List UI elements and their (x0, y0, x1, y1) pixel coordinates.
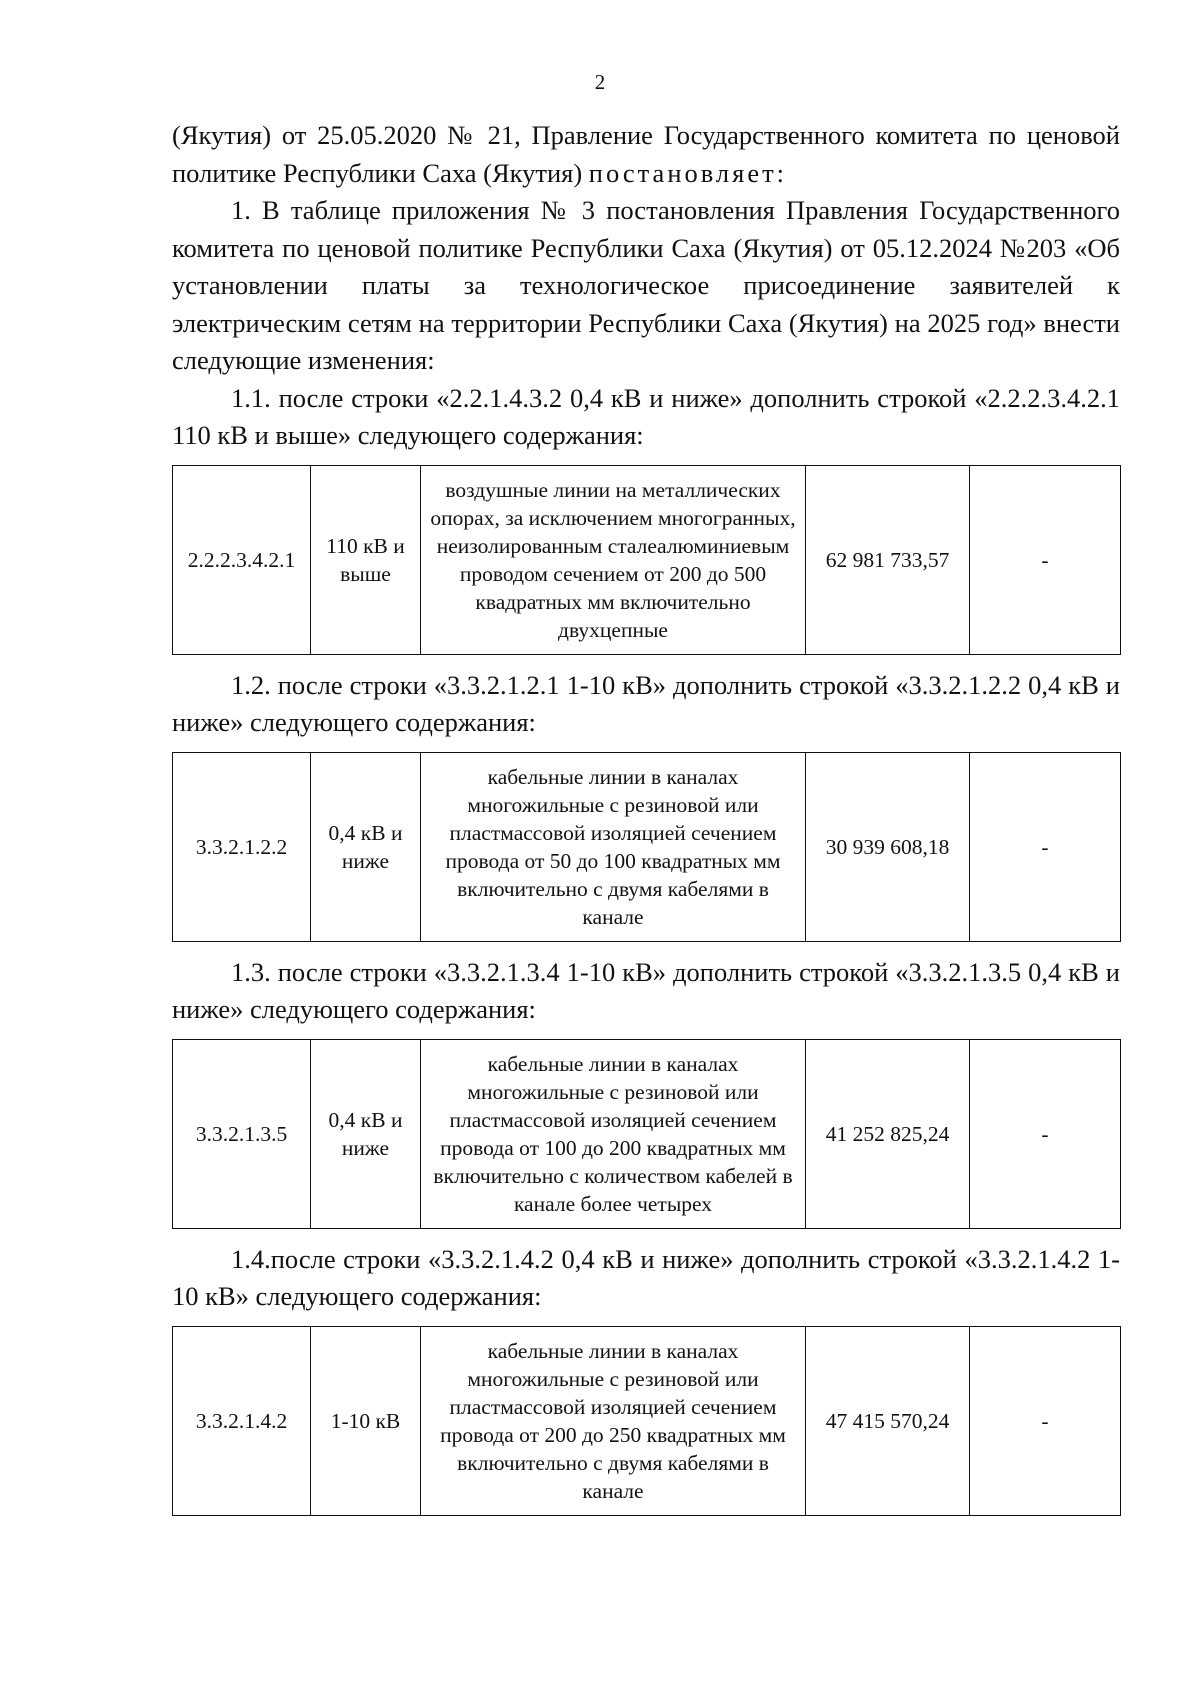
row-description-cell: кабельные линии в каналах многожильные с резиновой или пластмассовой изоляцией сечением провода от 200 до 250 квадратных мм включительно с двумя кабелями в канале (421, 1326, 806, 1515)
amendment-1-3-table (172, 1039, 1121, 1229)
row-price-cell: 62 981 733,57 (806, 465, 970, 654)
row-voltage-cell: 110 кВ и выше (311, 465, 421, 654)
intro-text: (Якутия) от 25.05.2020 № 21, Правление Государственного комитета по ценовой политике Республики Саха (Якутия) (172, 120, 1120, 188)
resolves-word: постановляет (588, 157, 777, 188)
row-description-cell: кабельные линии в каналах многожильные с резиновой или пластмассовой изоляцией сечением провода от 50 до 100 квадратных мм включительно с двумя кабелями в канале (421, 752, 806, 941)
row-extra-cell: - (970, 465, 1121, 654)
intro-colon: : (776, 157, 785, 188)
row-code-cell: 3.3.2.1.3.5 (173, 1039, 311, 1228)
table-row (173, 1326, 1121, 1515)
page-number: 2 (594, 70, 606, 94)
amendment-1-3-text: 1.3. после строки «3.3.2.1.3.4 1-10 кВ» дополнить строкой «3.3.2.1.3.5 0,4 кВ и ниже» следующего содержания: (172, 956, 1120, 1024)
amendment-1-4-table (172, 1326, 1121, 1516)
amendment-1-1-table (172, 465, 1121, 655)
row-price-cell: 47 415 570,24 (806, 1326, 970, 1515)
document-body (172, 117, 1120, 1528)
intro-paragraph (172, 117, 1120, 192)
row-voltage-cell: 0,4 кВ и ниже (311, 752, 421, 941)
row-price-cell: 41 252 825,24 (806, 1039, 970, 1228)
row-extra-cell: - (970, 752, 1121, 941)
row-extra-cell: - (970, 1326, 1121, 1515)
row-description-cell: кабельные линии в каналах многожильные с резиновой или пластмассовой изоляцией сечением провода от 100 до 200 квадратных мм включительно с количеством кабелей в канале более четырех (421, 1039, 806, 1228)
row-extra-cell: - (970, 1039, 1121, 1228)
row-code-cell: 3.3.2.1.4.2 (173, 1326, 311, 1515)
amendment-1-4-text: 1.4.после строки «3.3.2.1.4.2 0,4 кВ и ниже» дополнить строкой «3.3.2.1.4.2 1-10 кВ» следующего содержания: (172, 1243, 1120, 1311)
amendment-1-1-text: 1.1. после строки «2.2.1.4.3.2 0,4 кВ и ниже» дополнить строкой «2.2.2.3.4.2.1 110 кВ и выше» следующего содержания: (172, 382, 1120, 450)
row-price-cell: 30 939 608,18 (806, 752, 970, 941)
table-row (173, 465, 1121, 654)
row-voltage-cell: 0,4 кВ и ниже (311, 1039, 421, 1228)
row-code-cell: 3.3.2.1.2.2 (173, 752, 311, 941)
table-row (173, 1039, 1121, 1228)
table-row (173, 752, 1121, 941)
row-description-cell: воздушные линии на металлических опорах, за исключением многогранных, неизолированным сталеалюминиевым проводом сечением от 200 до 500 квадратных мм включительно двухцепные (421, 465, 806, 654)
row-voltage-cell: 1-10 кВ (311, 1326, 421, 1515)
amendment-1-2-text: 1.2. после строки «3.3.2.1.2.1 1-10 кВ» дополнить строкой «3.3.2.1.2.2 0,4 кВ и ниже» следующего содержания: (172, 669, 1120, 737)
amendment-1-2-table (172, 752, 1121, 942)
item-1-paragraph: 1. В таблице приложения № 3 постановления Правления Государственного комитета по ценовой политике Республики Саха (Якутия) от 05.12.2024 №203 «Об установлении платы за технологическое присоединение заявителей к электрическим сетям на территории Республики Саха (Якутия) на 2025 год» внести следующие изменения: (172, 195, 1120, 375)
row-code-cell: 2.2.2.3.4.2.1 (173, 465, 311, 654)
